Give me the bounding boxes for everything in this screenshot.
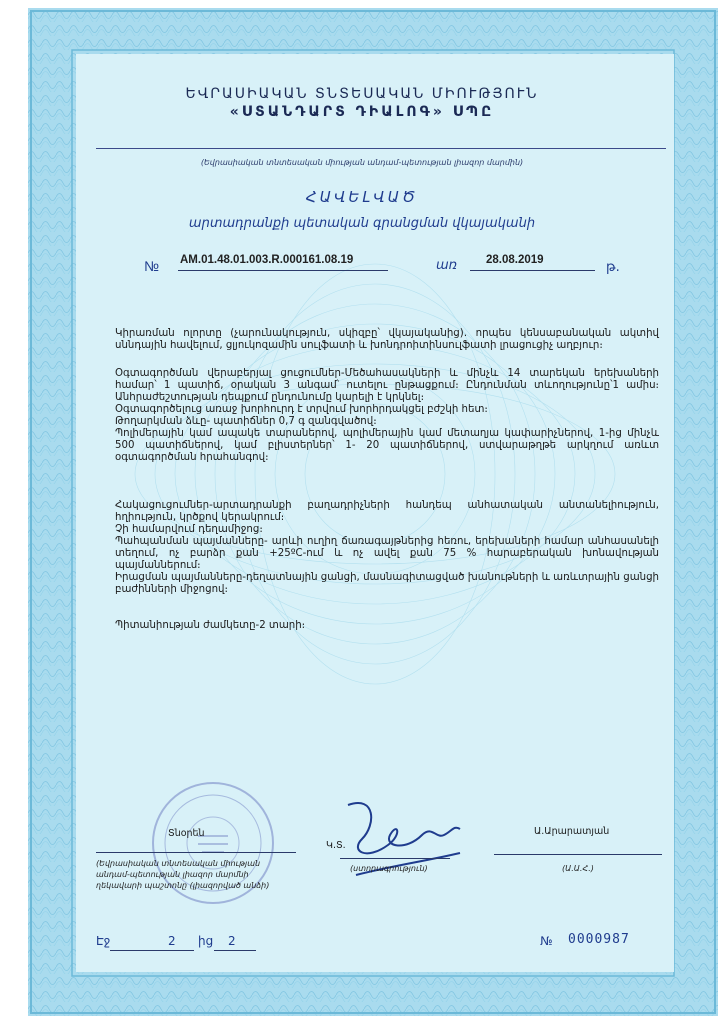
number-symbol: № (144, 258, 160, 274)
seal-mark: Կ.Տ. (326, 840, 346, 851)
page-total: 2 (228, 934, 236, 948)
body-paragraph-scope: Կիրառման ոլորտը (չարունակություն, սկիզբը՝ վկայականից)․ որպես կենսաբանական ակտիվ սննդային հավելում, ցլյուկոզամին սուլֆատի և խոնդրոիտինսուլֆատի լրացուցիչ աղբյուր։ (115, 328, 659, 351)
name-note: (Ա.Ա.Հ.) (562, 864, 594, 873)
body-paragraph-sales: Իրացման պայմանները-դեղատնային ցանցի, մասնագիտացված խանութների և առևտրային ցանցի բաժինների միջոցով։ (115, 572, 659, 595)
page-current-underline (110, 950, 194, 951)
registration-date-underline (470, 270, 595, 271)
body-paragraph-shelf-life: Պիտանիության ժամկետը-2 տարի։ (115, 620, 306, 631)
page-label: Էջ (96, 934, 111, 948)
body-paragraph-not-drug: Չի համարվում դեղամիջոց։ (115, 524, 263, 535)
authority-note-line3: ղեկավարի պաշտոնը (լիազորված անձի) (96, 881, 270, 890)
body-paragraph-packaging: Պոլիմերային կամ ապակե տարաներով, պոլիմերային կամ մետաղյա կափարիչներով, 1-ից մինչև 500 պատիճներով, կամ բլիստերներ՝ 1- 20 պատիճներով, ստվարաթղթե արկղում առևտ օգտագործման հրահանգով։ (115, 428, 659, 463)
page-current: 2 (168, 934, 176, 948)
body-scope (115, 328, 659, 352)
year-suffix: թ. (606, 260, 620, 275)
body-paragraph-contraindications: Հակացուցումներ-արտադրանքի բաղադրիչների հանդեպ անհատական անտանելիություն, հղիություն, կրծքով կերակրում։ (115, 500, 659, 523)
serial-symbol: № (540, 934, 553, 948)
registration-number: AM.01.48.01.003.R.000161.08.19 (180, 254, 354, 266)
body-contraindications (115, 500, 659, 596)
authority-note-line1: (Եվրասիական տնտեսական միության (96, 859, 261, 868)
body-paragraph-storage: Պահպանման պայմանները- արևի ուղիղ ճառագայթներից հեռու, երեխաների համար անհասանելի տեղում, ոչ բարձր քան +25ºC-ում և ոչ ավել քան 75 % հարաբերական խոնավության պայմաններում։ (115, 536, 659, 571)
body-paragraph-form: Թողարկման ձևը- պատիճներ 0,7 գ զանգվածով։ (115, 416, 377, 427)
body-shelf-life (115, 620, 659, 632)
authority-note-line2: անդամ-պետության լիազոր մարմնի (96, 870, 249, 879)
page-of-label: ից (198, 934, 214, 948)
signature-line (340, 858, 450, 859)
body-usage (115, 368, 659, 464)
signatory-name: Ա.Արարատյան (534, 826, 610, 837)
header-divider (96, 148, 666, 149)
director-label: Տնօրեն (168, 828, 205, 839)
name-line (494, 854, 662, 855)
page-total-underline (214, 950, 256, 951)
organization-name: «ՍՏԱՆԴԱՐՏ ԴԻԱԼՈԳ» ՍՊԸ (229, 104, 495, 120)
signature-note: (ստորագրություն) (350, 864, 428, 873)
authority-subnote: (Եվրասիական տնտեսական միության անդամ-պետության լիազոր մարմին) (200, 158, 524, 167)
organization-union: ԵՎՐԱՍԻԱԿԱՆ ՏՆՏԵՍԱԿԱՆ ՄԻՈՒԹՅՈՒՆ (185, 86, 539, 102)
body-paragraph-consult: Օգտագործելուց առաջ խորհուրդ է տրվում խորհրդակցել բժշկի հետ։ (115, 404, 488, 415)
authority-note (96, 858, 306, 891)
registration-number-underline (178, 270, 388, 271)
document-subtitle: արտադրանքի պետական գրանցման վկայականի (188, 216, 536, 231)
body-paragraph-usage: Օգտագործման վերաբերյալ ցուցումներ-Մեծահասակների և մինչև 14 տարեկան երեխաների համար՝ 1 պատիճ, օրական 3 անգամ՝ ուտելու ընթացքում։ Ընդունման տևողությունը՝1 ամիս։ Անհրաժեշտության դեպքում ընդունումը կարելի է կրկնել։ (115, 368, 659, 403)
serial-number: 0000987 (568, 932, 630, 947)
document-title: ՀԱՎԵԼՎԱԾ (305, 188, 419, 206)
director-line (96, 852, 296, 853)
date-prefix: առ (436, 258, 458, 273)
registration-date: 28.08.2019 (486, 254, 544, 266)
